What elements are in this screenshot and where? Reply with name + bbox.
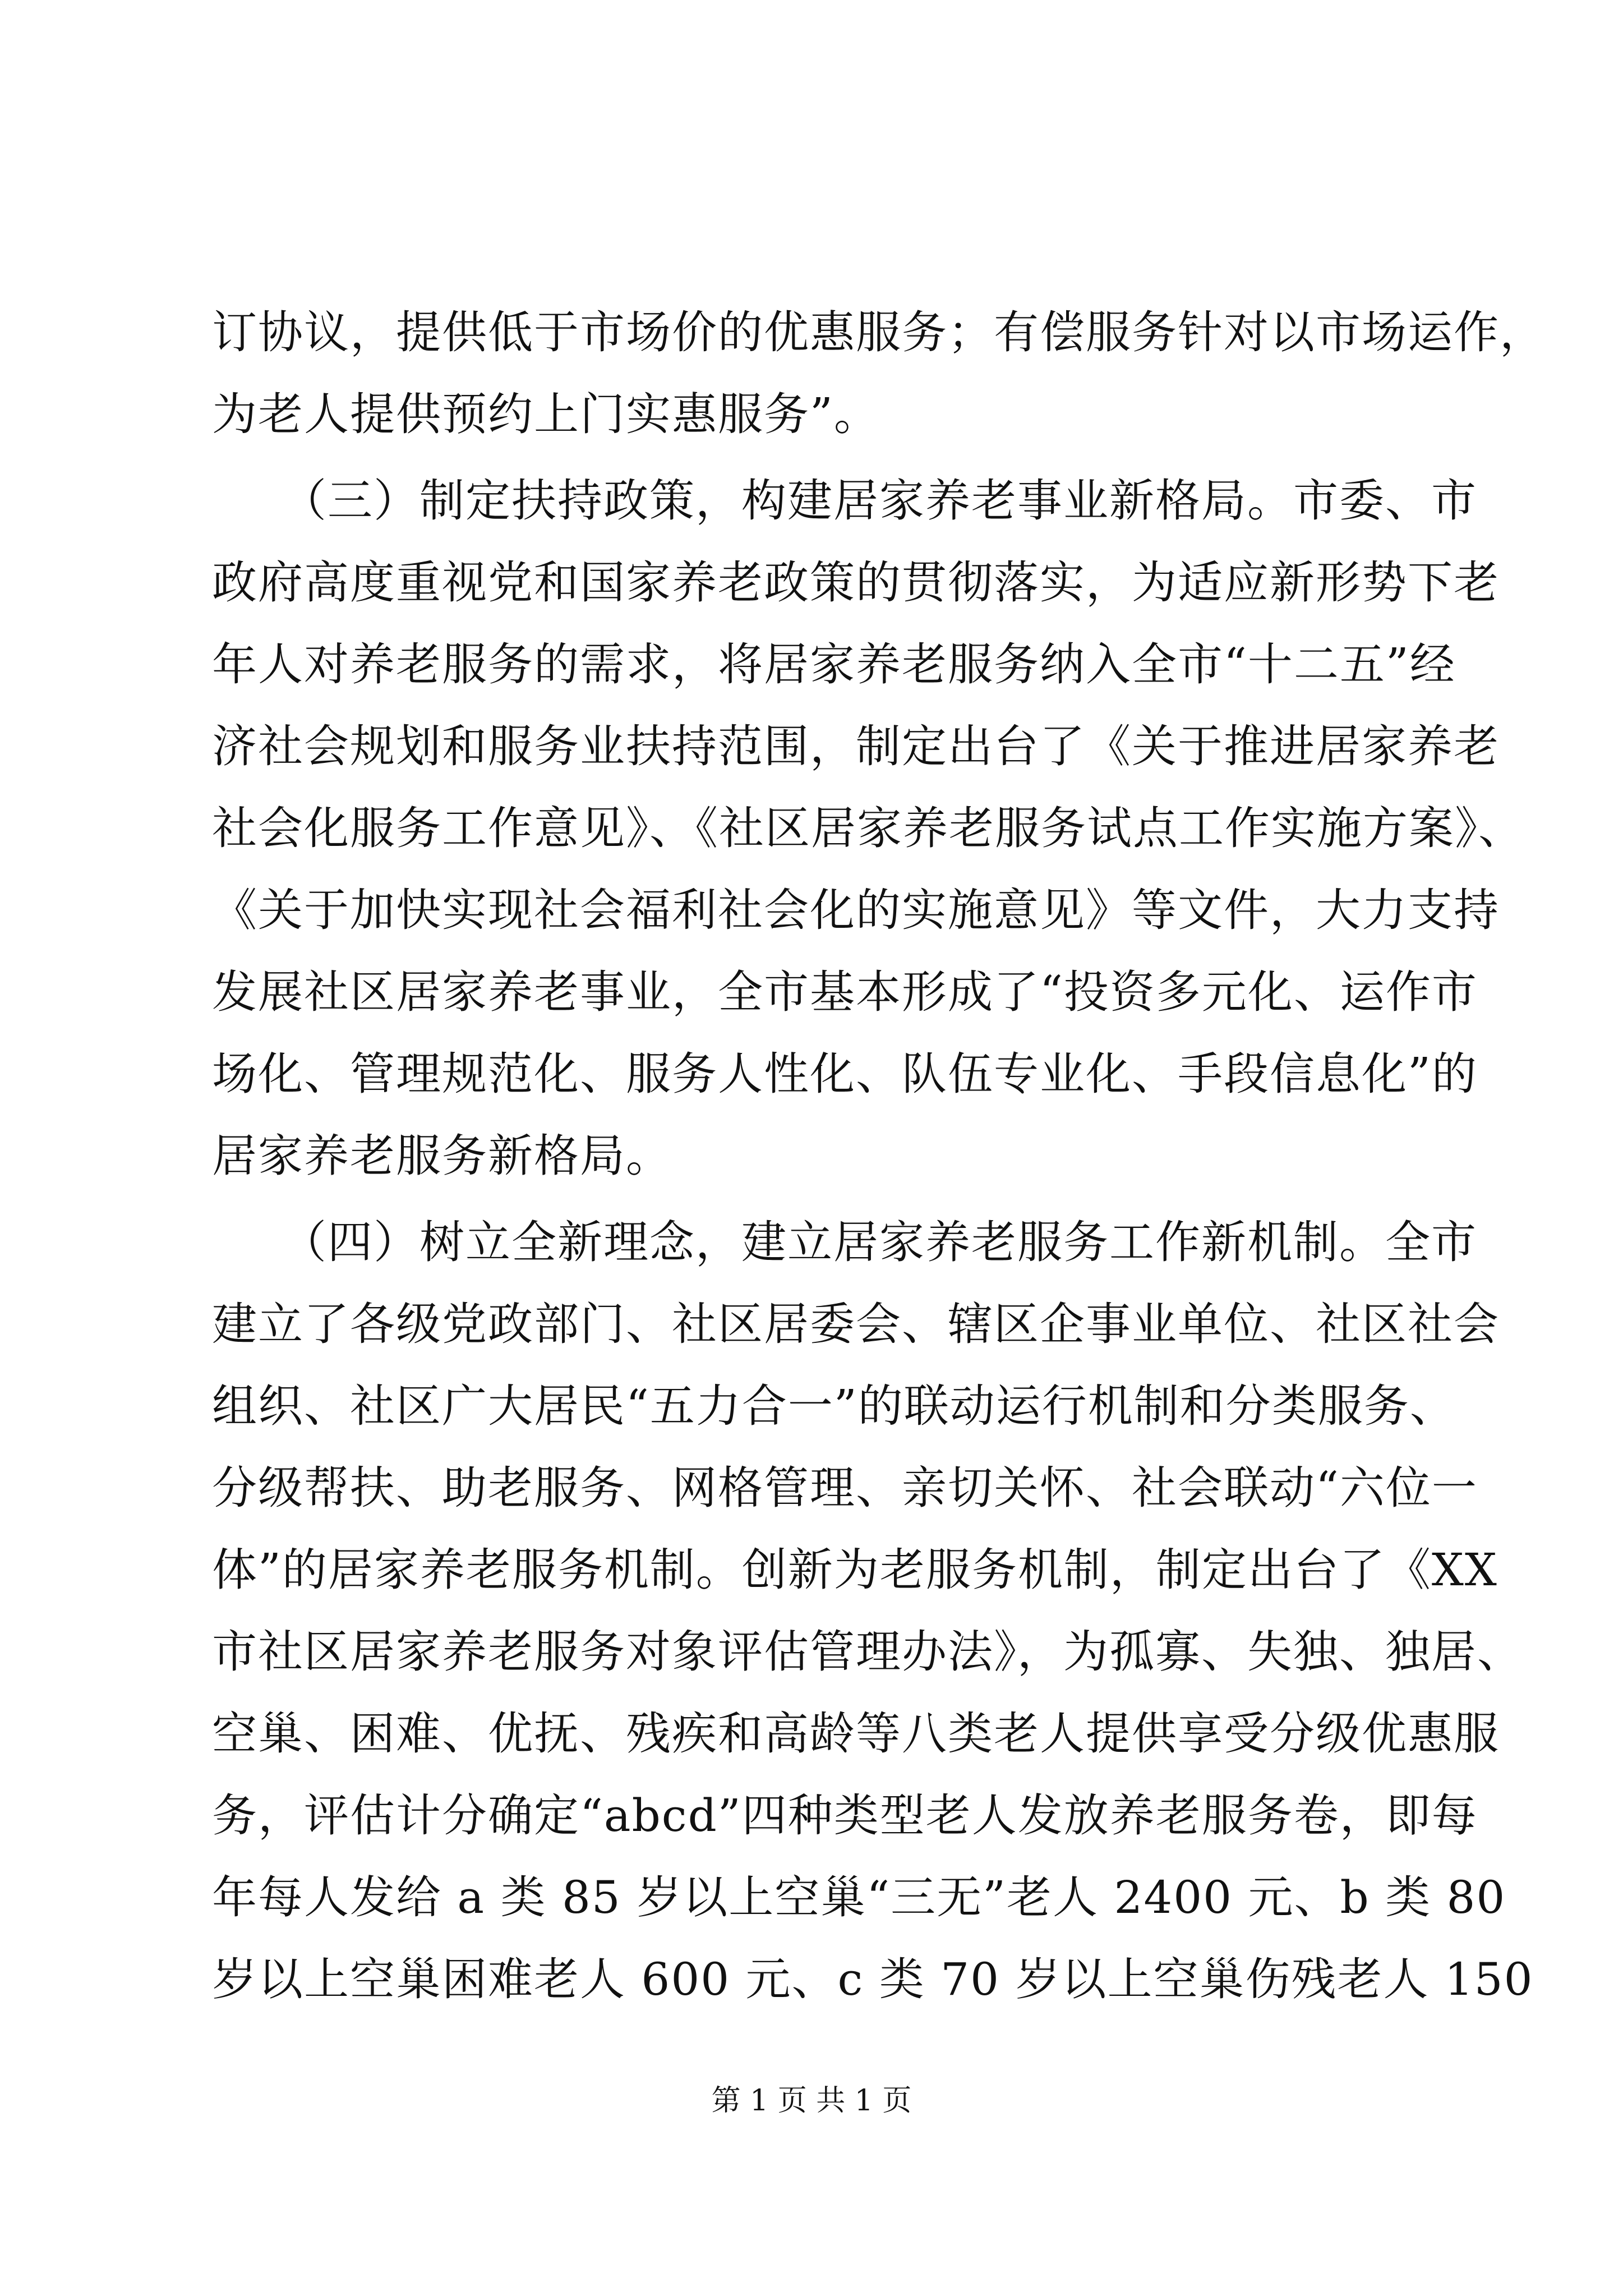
section-heading-line: （四）树立全新理念，建立居家养老服务工作新机制。全市 (212, 1216, 1477, 1268)
text-line: 济社会规划和服务业扶持范围，制定出台了《关于推进居家养老 (212, 720, 1500, 772)
text-line: 岁以上空巢困难老人 600 元、c 类 70 岁以上空巢伤残老人 150 (212, 1953, 1534, 2005)
text-line: 政府高度重视党和国家养老政策的贯彻落实，为适应新形势下老 (212, 556, 1500, 609)
text-line: 发展社区居家养老事业，全市基本形成了“投资多元化、运作市 (212, 966, 1478, 1018)
text-line: 年每人发给 a 类 85 岁以上空巢“三无”老人 2400 元、b 类 80 (212, 1871, 1506, 1924)
section-heading-line: （三）制定扶持政策，构建居家养老事业新格局。市委、市 (212, 475, 1477, 527)
text-line: 年人对养老服务的需求，将居家养老服务纳入全市“十二五”经 (212, 638, 1456, 691)
text-line: 居家养老服务新格局。 (212, 1130, 672, 1182)
text-line: 空巢、困难、优抚、残疾和高龄等八类老人提供享受分级优惠服 (212, 1708, 1500, 1760)
text-line: 为老人提供预约上门实惠服务”。 (212, 388, 880, 440)
text-line: 体”的居家养老服务机制。创新为老服务机制，制定出台了《XX (212, 1544, 1498, 1596)
text-line: 《关于加快实现社会福利社会化的实施意见》等文件，大力支持 (212, 884, 1500, 936)
text-line: 组织、社区广大居民“五力合一”的联动运行机制和分类服务、 (212, 1380, 1456, 1432)
text-line: 场化、管理规范化、服务人性化、队伍专业化、手段信息化”的 (212, 1048, 1478, 1100)
text-line: 市社区居家养老服务对象评估管理办法》，为孤寡、失独、独居、 (212, 1626, 1523, 1678)
body-text (212, 292, 1546, 2021)
text-line: 建立了各级党政部门、社区居委会、辖区企事业单位、社区社会 (212, 1298, 1500, 1350)
text-line: 务，评估计分确定“abcd”四种类型老人发放养老服务卷，即每 (212, 1789, 1478, 1842)
text-line: 社会化服务工作意见》、《社区居家养老服务试点工作实施方案》、 (212, 802, 1524, 854)
page-footer: 第 1 页 共 1 页 (711, 2084, 912, 2118)
text-line: 分级帮扶、助老服务、网格管理、亲切关怀、社会联动“六位一 (212, 1462, 1478, 1514)
text-line: 订协议，提供低于市场价的优惠服务；有偿服务针对以市场运作， (212, 306, 1546, 358)
